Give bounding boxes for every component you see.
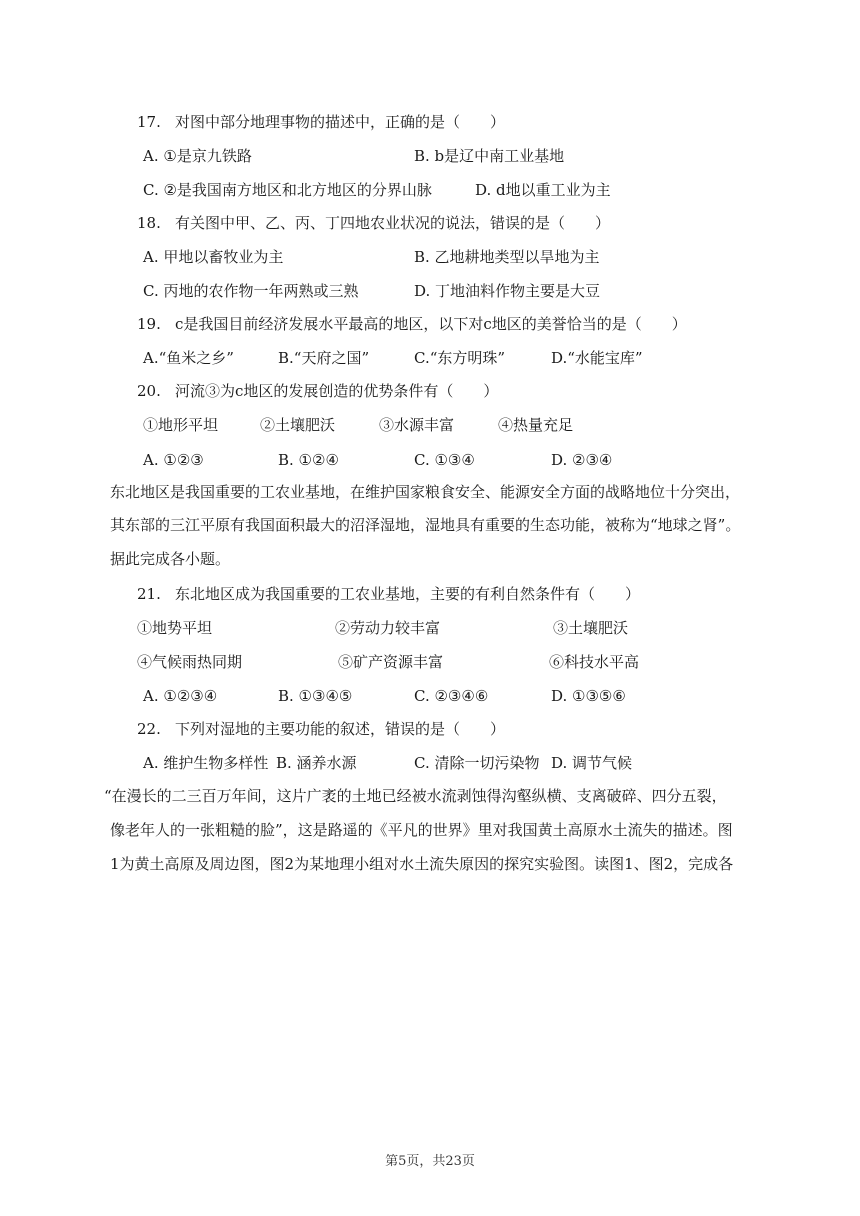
question-number: 19. [137, 315, 161, 333]
condition-item: ④热量充足 [498, 416, 574, 434]
passage-line: “在漫长的二三百万年间，这片广袤的土地已经被水流剥蚀得沟壑纵横、支离破碎、四分五裂， [104, 787, 727, 805]
condition-item: ①地势平坦 [137, 619, 213, 637]
option-b: B. ①②④ [278, 451, 339, 469]
option-b: B.“天府之国” [278, 349, 370, 367]
question-number: 22. [137, 720, 161, 738]
condition-item: ①地形平坦 [143, 416, 219, 434]
passage-line: 据此完成各小题。 [110, 550, 231, 568]
question-21 [137, 584, 640, 604]
option-d: D. ②③④ [551, 451, 613, 469]
condition-item: ②土壤肥沃 [260, 416, 336, 434]
option-d: D. 丁地油料作物主要是大豆 [414, 282, 601, 300]
passage-line: 东北地区是我国重要的工农业基地，在维护国家粮食安全、能源安全方面的战略地位十分突出， [110, 483, 741, 501]
option-a: A. 甲地以畜牧业为主 [143, 248, 284, 266]
question-19 [137, 314, 687, 334]
option-c: C. 清除一切污染物 [414, 754, 540, 772]
option-d: D.“水能宝库” [551, 349, 643, 367]
condition-item: ④气候雨热同期 [137, 653, 243, 671]
option-b: B. b是辽中南工业基地 [414, 147, 565, 165]
question-number: 20. [137, 382, 161, 400]
option-c: C. 丙地的农作物一年两熟或三熟 [143, 282, 359, 300]
option-a: A. 维护生物多样性 [143, 754, 269, 772]
option-c: C. ②是我国南方地区和北方地区的分界山脉 [143, 181, 432, 199]
question-stem: 对图中部分地理事物的描述中，正确的是（ ） [175, 113, 506, 131]
question-stem: 下列对湿地的主要功能的叙述，错误的是（ ） [175, 720, 506, 738]
question-stem: c是我国目前经济发展水平最高的地区，以下对c地区的美誉恰当的是（ ） [175, 315, 687, 333]
question-17 [137, 112, 505, 132]
option-a: A. ①②③ [143, 451, 204, 469]
condition-item: ⑥科技水平高 [549, 653, 640, 671]
option-b: B. ①③④⑤ [278, 687, 353, 705]
question-number: 17. [137, 113, 161, 131]
page-number: 第5页，共23页 [385, 1154, 475, 1169]
option-d: D. d地以重工业为主 [475, 181, 611, 199]
passage-line: 1为黄土高原及周边图，图2为某地理小组对水土流失原因的探究实验图。读图1、图2，完成各 [110, 855, 734, 873]
option-a: A.“鱼米之乡” [143, 349, 234, 367]
option-a: A. ①②③④ [143, 687, 218, 705]
condition-item: ③土壤肥沃 [553, 619, 629, 637]
option-c: C. ②③④⑥ [414, 687, 489, 705]
condition-item: ⑤矿产资源丰富 [338, 653, 444, 671]
question-stem: 有关图中甲、乙、丙、丁四地农业状况的说法，错误的是（ ） [175, 214, 611, 232]
condition-item: ③水源丰富 [379, 416, 455, 434]
option-d: D. 调节气候 [551, 754, 633, 772]
question-stem: 河流③为c地区的发展创造的优势条件有（ ） [175, 382, 499, 400]
passage-line: 像老年人的一张粗糙的脸”，这是路遥的《平凡的世界》里对我国黄土高原水土流失的描述。图 [110, 821, 733, 839]
option-b: B. 涵养水源 [276, 754, 357, 772]
question-22 [137, 719, 505, 739]
option-c: C. ①③④ [414, 451, 475, 469]
question-stem: 东北地区成为我国重要的工农业基地，主要的有利自然条件有（ ） [175, 585, 641, 603]
question-20 [137, 381, 498, 401]
option-c: C.“东方明珠” [414, 349, 506, 367]
question-number: 21. [137, 585, 161, 603]
condition-item: ②劳动力较丰富 [335, 619, 441, 637]
question-18 [137, 213, 610, 233]
option-a: A. ①是京九铁路 [143, 147, 252, 165]
passage-line: 其东部的三江平原有我国面积最大的沼泽湿地，湿地具有重要的生态功能，被称为“地球之肾”。 [110, 516, 741, 534]
option-b: B. 乙地耕地类型以旱地为主 [414, 248, 600, 266]
question-number: 18. [137, 214, 161, 232]
option-d: D. ①③⑤⑥ [551, 687, 626, 705]
